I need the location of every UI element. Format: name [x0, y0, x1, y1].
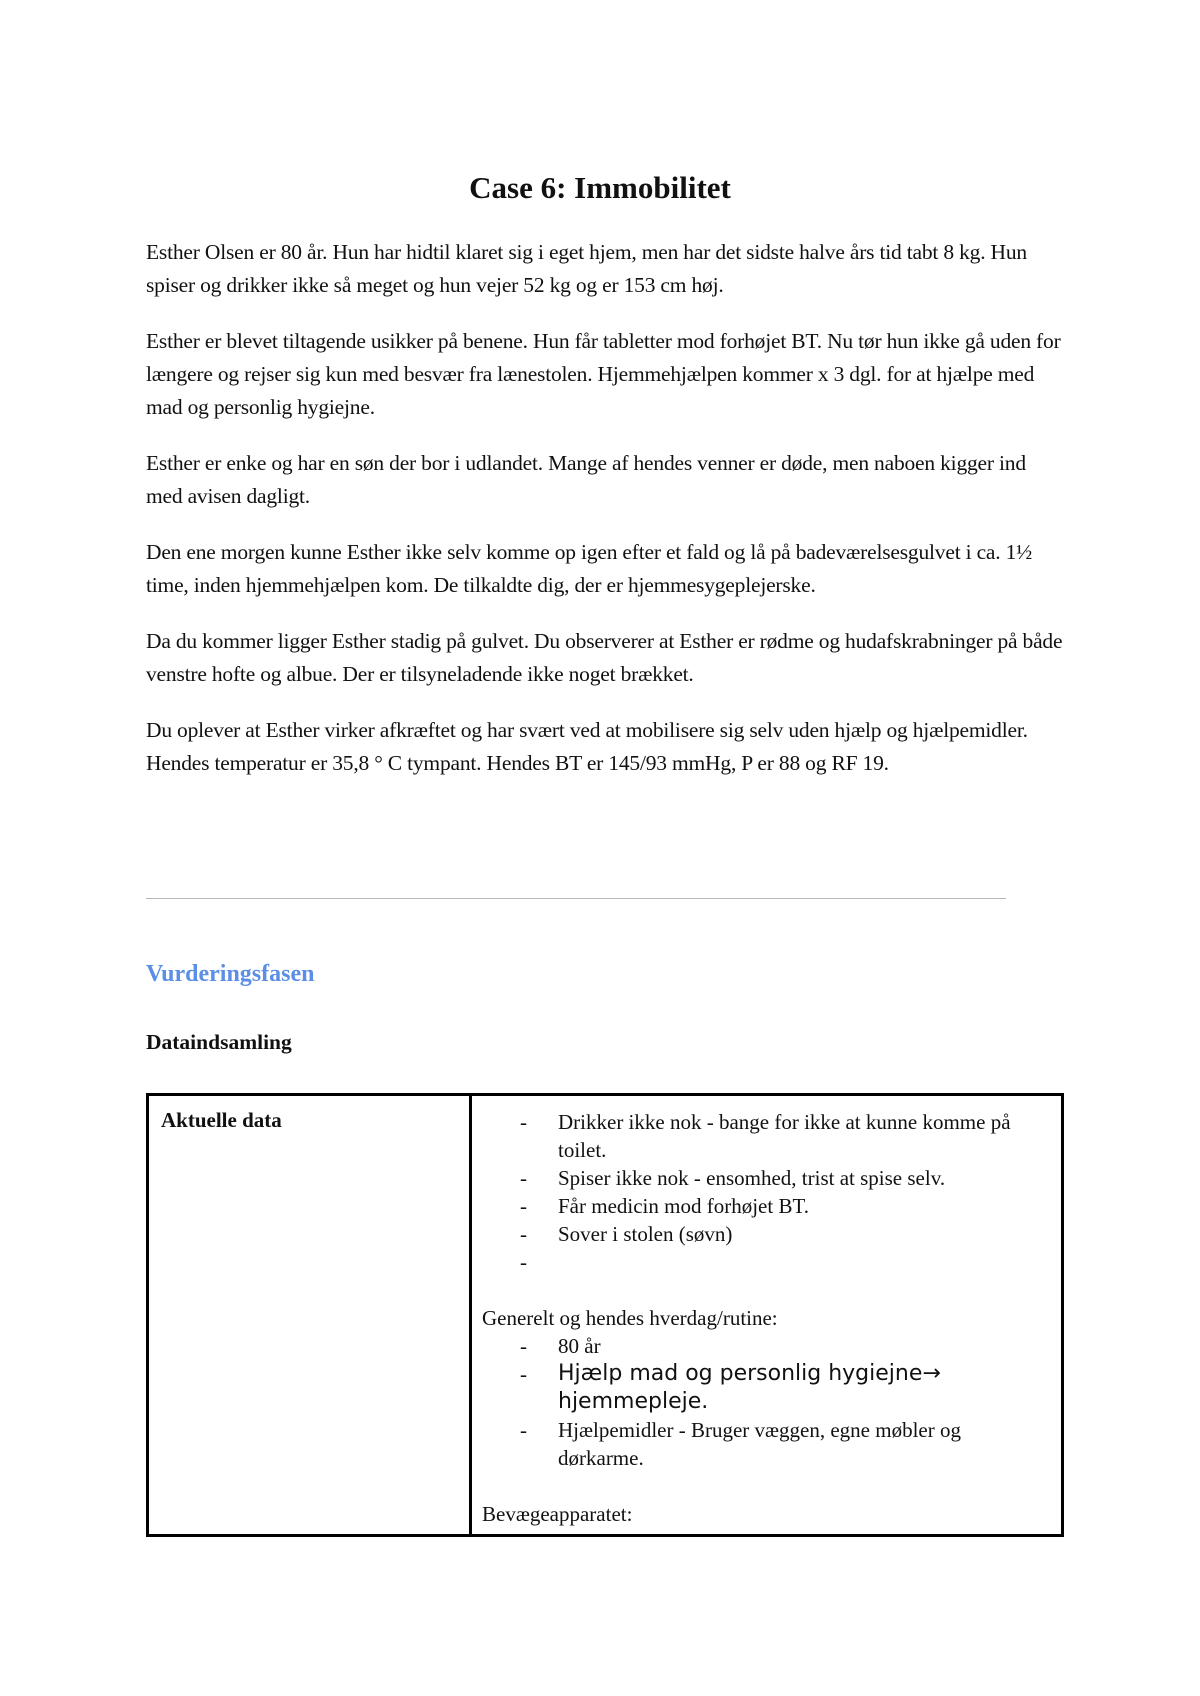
list-item: [482, 1248, 1051, 1276]
dash-bullet: -: [520, 1110, 527, 1134]
list-item: [482, 1360, 1051, 1416]
current-data-list: [482, 1108, 1051, 1276]
page-title: Case 6: Immobilitet: [469, 170, 731, 205]
sub-heading: Dataindsamling: [146, 1030, 292, 1054]
spacer: [482, 1276, 1051, 1304]
paragraph: Den ene morgen kunne Esther ikke selv komme op igen efter et fald og lå på badeværelsesgulvet i ca. 1½ time, inden hjemmehjælpen kom. De tilkaldte dig, der er hjemmesygeplejerske.: [146, 540, 1033, 597]
dash-bullet: -: [520, 1194, 527, 1218]
musculoskeletal-heading: Bevægeapparatet:: [482, 1502, 633, 1526]
paragraph: Esther Olsen er 80 år. Hun har hidtil klaret sig i eget hjem, men har det sidste halve års tid tabt 8 kg. Hun spiser og drikker ikke så meget og hun vejer 52 kg og er 153 cm høj.: [146, 240, 1027, 297]
table-left-cell: [149, 1096, 472, 1534]
list-item-text: [558, 1250, 563, 1274]
list-item: [482, 1416, 1051, 1472]
paragraph: Esther er enke og har en søn der bor i udlandet. Mange af hendes venner er døde, men naboen kigger ind med avisen dagligt.: [146, 451, 1026, 508]
list-item: [482, 1164, 1051, 1192]
list-item: [482, 1332, 1051, 1360]
list-item: [482, 1192, 1051, 1220]
horizontal-divider: [146, 898, 1006, 899]
paragraph: Esther er blevet tiltagende usikker på benene. Hun får tabletter mod forhøjet BT. Nu tør hun ikke gå uden for længere og rejser sig kun med besvær fra lænestolen. Hjemmehjælpen kommer x 3 dgl. for at hjælpe med mad og personlig hygiejne.: [146, 329, 1061, 419]
case-description: [146, 236, 1066, 803]
dash-bullet: -: [520, 1418, 527, 1442]
table-right-cell: [472, 1096, 1061, 1534]
data-table: [146, 1093, 1064, 1537]
dash-bullet: -: [520, 1250, 527, 1274]
list-item-text: 80 år: [558, 1334, 601, 1358]
paragraph: Da du kommer ligger Esther stadig på gulvet. Du observerer at Esther er rødme og hudafskrabninger på både venstre hofte og albue. Der er tilsyneladende ikke noget brækket.: [146, 629, 1063, 686]
general-list: [482, 1332, 1051, 1472]
list-item-text: Får medicin mod forhøjet BT.: [558, 1194, 809, 1218]
list-item-text: Hjælpemidler - Bruger væggen, egne møbler og dørkarme.: [558, 1418, 961, 1470]
list-item: [482, 1108, 1051, 1164]
list-item: [482, 1220, 1051, 1248]
table-label: Aktuelle data: [161, 1108, 282, 1132]
list-item-text: Sover i stolen (søvn): [558, 1222, 733, 1246]
list-item-text: Hjælp mad og personlig hygiejne→ hjemmepleje.: [558, 1361, 941, 1414]
section-heading: Vurderingsfasen: [146, 961, 315, 987]
dash-bullet: -: [520, 1222, 527, 1246]
list-item-text: Drikker ikke nok - bange for ikke at kunne komme på toilet.: [558, 1110, 1011, 1162]
dash-bullet: -: [520, 1166, 527, 1190]
general-heading: Generelt og hendes hverdag/rutine:: [482, 1306, 778, 1330]
list-item-text: Spiser ikke nok - ensomhed, trist at spise selv.: [558, 1166, 946, 1190]
dash-bullet: -: [520, 1362, 527, 1386]
dash-bullet: -: [520, 1334, 527, 1358]
spacer: [482, 1472, 1051, 1500]
paragraph: Du oplever at Esther virker afkræftet og har svært ved at mobilisere sig selv uden hjælp og hjælpemidler. Hendes temperatur er 35,8 ° C tympant. Hendes BT er 145/93 mmHg, P er 88 og RF 19.: [146, 718, 1028, 775]
